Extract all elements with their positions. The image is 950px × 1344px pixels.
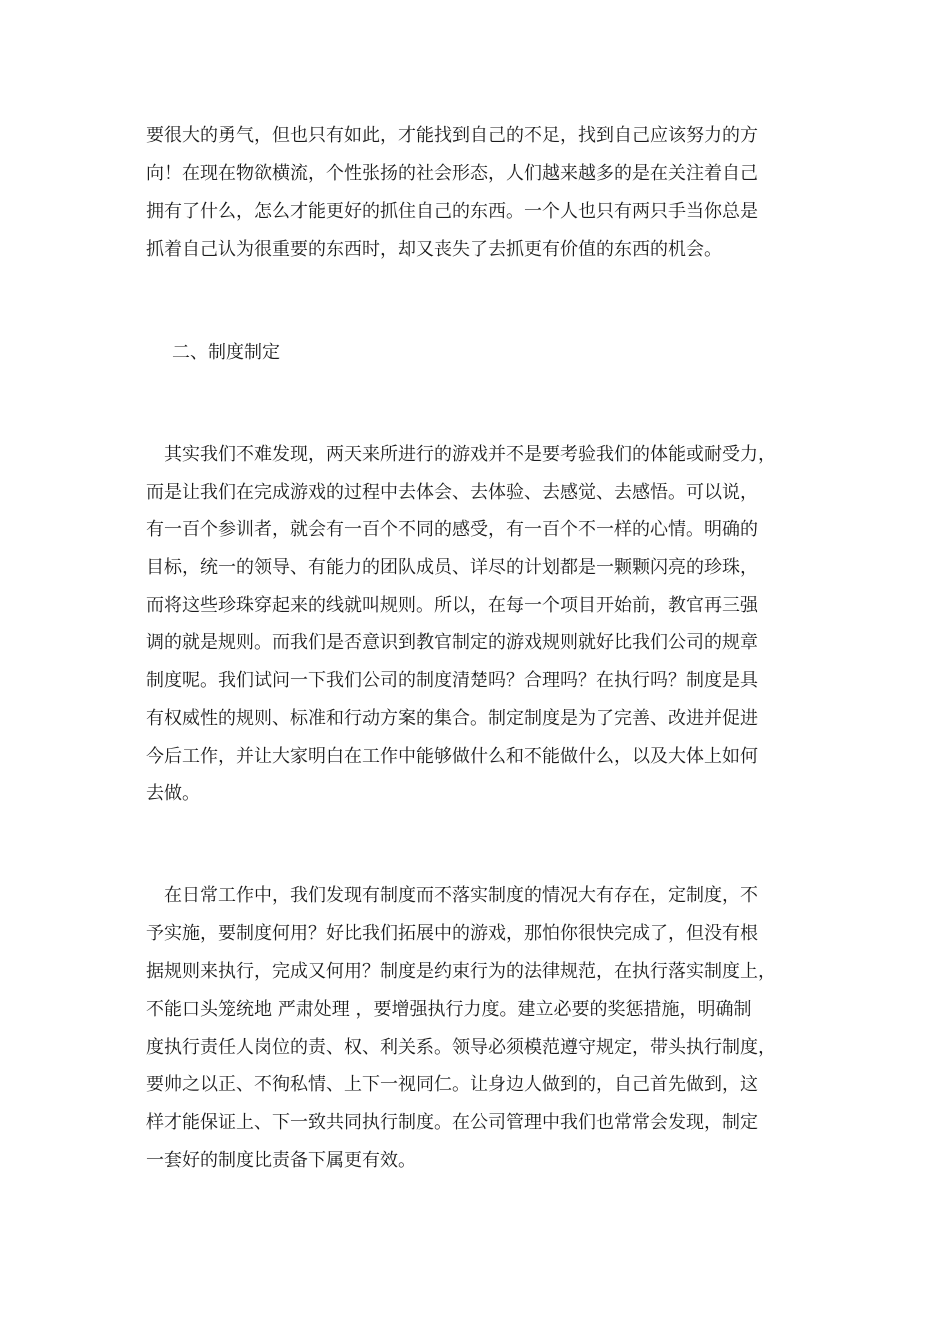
paragraph-3-line-8: 一套好的制度比责备下属更有效。 bbox=[146, 1150, 416, 1171]
paragraph-1-line-2: 向！在现在物欲横流，个性张扬的社会形态，人们越来越多的是在关注着自己 bbox=[146, 163, 758, 184]
paragraph-2-line-4: 目标，统一的领导、有能力的团队成员、详尽的计划都是一颗颗闪亮的珍珠， bbox=[146, 557, 758, 578]
paragraph-2-line-5: 而将这些珍珠穿起来的线就叫规则。所以，在每一个项目开始前，教官再三强 bbox=[146, 595, 758, 616]
paragraph-2-line-2: 而是让我们在完成游戏的过程中去体会、去体验、去感觉、去感悟。可以说， bbox=[146, 482, 758, 503]
paragraph-3-line-7: 样才能保证上、下一致共同执行制度。在公司管理中我们也常常会发现，制定 bbox=[146, 1112, 758, 1133]
section-heading: 二、制度制定 bbox=[172, 342, 280, 363]
paragraph-3-line-6: 要帅之以正、不徇私情、上下一视同仁。让身边人做到的，自己首先做到，这 bbox=[146, 1074, 758, 1095]
paragraph-2-line-1: 其实我们不难发现，两天来所进行的游戏并不是要考验我们的体能或耐受力， bbox=[146, 444, 776, 465]
paragraph-2-line-6: 调的就是规则。而我们是否意识到教官制定的游戏规则就好比我们公司的规章 bbox=[146, 632, 758, 653]
paragraph-2-line-9: 今后工作，并让大家明白在工作中能够做什么和不能做什么，以及大体上如何 bbox=[146, 746, 758, 767]
paragraph-2-line-10: 去做。 bbox=[146, 783, 200, 804]
paragraph-3-line-4: 不能口头笼统地 严肃处理 ，要增强执行力度。建立必要的奖惩措施，明确制 bbox=[146, 999, 752, 1020]
paragraph-3-line-1: 在日常工作中，我们发现有制度而不落实制度的情况大有存在，定制度，不 bbox=[146, 885, 758, 906]
paragraph-1-line-4: 抓着自己认为很重要的东西时，却又丧失了去抓更有价值的东西的机会。 bbox=[146, 239, 722, 260]
paragraph-3-line-5: 度执行责任人岗位的责、权、利关系。领导必须模范遵守规定，带头执行制度， bbox=[146, 1037, 776, 1058]
paragraph-3-line-2: 予实施，要制度何用？好比我们拓展中的游戏，那怕你很快完成了，但没有根 bbox=[146, 923, 758, 944]
paragraph-1-line-1: 要很大的勇气，但也只有如此，才能找到自己的不足，找到自己应该努力的方 bbox=[146, 125, 758, 146]
paragraph-3-line-3: 据规则来执行，完成又何用？制度是约束行为的法律规范，在执行落实制度上， bbox=[146, 961, 776, 982]
paragraph-2-line-7: 制度呢。我们试问一下我们公司的制度清楚吗？合理吗？在执行吗？制度是具 bbox=[146, 670, 758, 691]
paragraph-1-line-3: 拥有了什么，怎么才能更好的抓住自己的东西。一个人也只有两只手当你总是 bbox=[146, 201, 758, 222]
paragraph-2-line-3: 有一百个参训者，就会有一百个不同的感受，有一百个不一样的心情。明确的 bbox=[146, 519, 758, 540]
paragraph-2-line-8: 有权威性的规则、标准和行动方案的集合。制定制度是为了完善、改进并促进 bbox=[146, 708, 758, 729]
